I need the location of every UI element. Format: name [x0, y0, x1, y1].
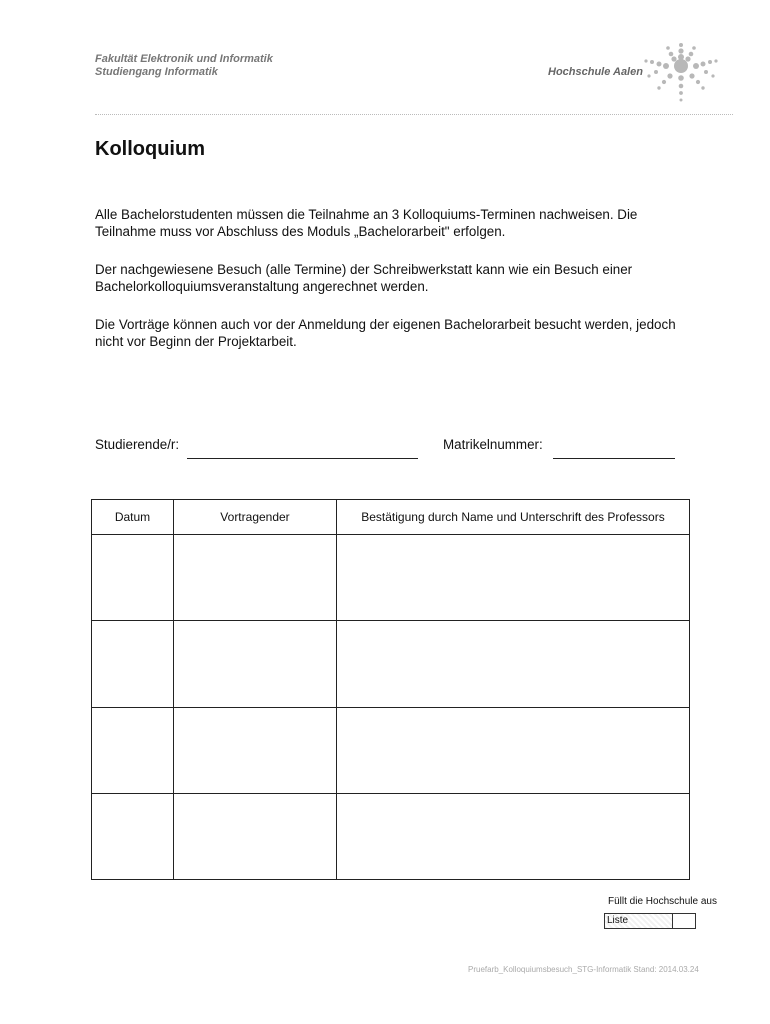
speaker-cell[interactable] — [174, 621, 337, 707]
signature-cell[interactable] — [337, 535, 690, 621]
table-row — [92, 793, 690, 879]
program-name: Studiengang Informatik — [95, 66, 218, 78]
paragraph-1: Alle Bachelorstudenten müssen die Teilnahme an 3 Kolloquiums-Terminen nachweisen. Die Teilnahme muss vor Abschluss des Moduls „Bachelorarbeit" erfolgen. — [95, 207, 638, 239]
university-fill-note: Füllt die Hochschule aus — [608, 896, 717, 907]
speaker-cell[interactable] — [174, 535, 337, 621]
list-field[interactable] — [604, 913, 696, 929]
document-reference: Pruefarb_Kolloquiumsbesuch_STG-Informatik Stand: 2014.03.24 — [468, 965, 699, 974]
attendance-table — [91, 499, 690, 880]
column-header-speaker: Vortragender — [174, 500, 337, 535]
university-name: Hochschule Aalen — [548, 66, 643, 78]
student-label: Studierende/r: — [95, 437, 180, 452]
speaker-cell[interactable] — [174, 793, 337, 879]
paragraph-3: Die Vorträge können auch vor der Anmeldung der eigenen Bachelorarbeit besucht werden, jedoch nicht vor Beginn der Projektarbeit. — [95, 317, 676, 349]
hochschule-logo — [618, 40, 728, 110]
matriculation-label: Matrikelnummer: — [443, 437, 543, 452]
speaker-cell[interactable] — [174, 707, 337, 793]
signature-cell[interactable] — [337, 621, 690, 707]
table-row — [92, 621, 690, 707]
paragraph-2: Der nachgewiesene Besuch (alle Termine) der Schreibwerkstatt kann wie ein Besuch einer Bachelorkolloquiumsveranstaltung angerechnet werden. — [95, 262, 633, 294]
date-cell[interactable] — [92, 621, 174, 707]
column-header-confirmation: Bestätigung durch Name und Unterschrift des Professors — [337, 500, 690, 535]
table-row — [92, 707, 690, 793]
column-header-date: Datum — [92, 500, 174, 535]
table-row — [92, 535, 690, 621]
list-field-value[interactable]: Liste — [605, 914, 673, 928]
header-divider — [95, 114, 733, 115]
page-title: Kolloquium — [95, 138, 205, 160]
matriculation-field[interactable] — [553, 458, 675, 459]
date-cell[interactable] — [92, 535, 174, 621]
faculty-header — [95, 53, 273, 79]
signature-cell[interactable] — [337, 707, 690, 793]
date-cell[interactable] — [92, 793, 174, 879]
signature-cell[interactable] — [337, 793, 690, 879]
date-cell[interactable] — [92, 707, 174, 793]
faculty-name: Fakultät Elektronik und Informatik — [95, 53, 273, 65]
table-header-row — [92, 500, 690, 535]
student-field[interactable] — [187, 458, 418, 459]
